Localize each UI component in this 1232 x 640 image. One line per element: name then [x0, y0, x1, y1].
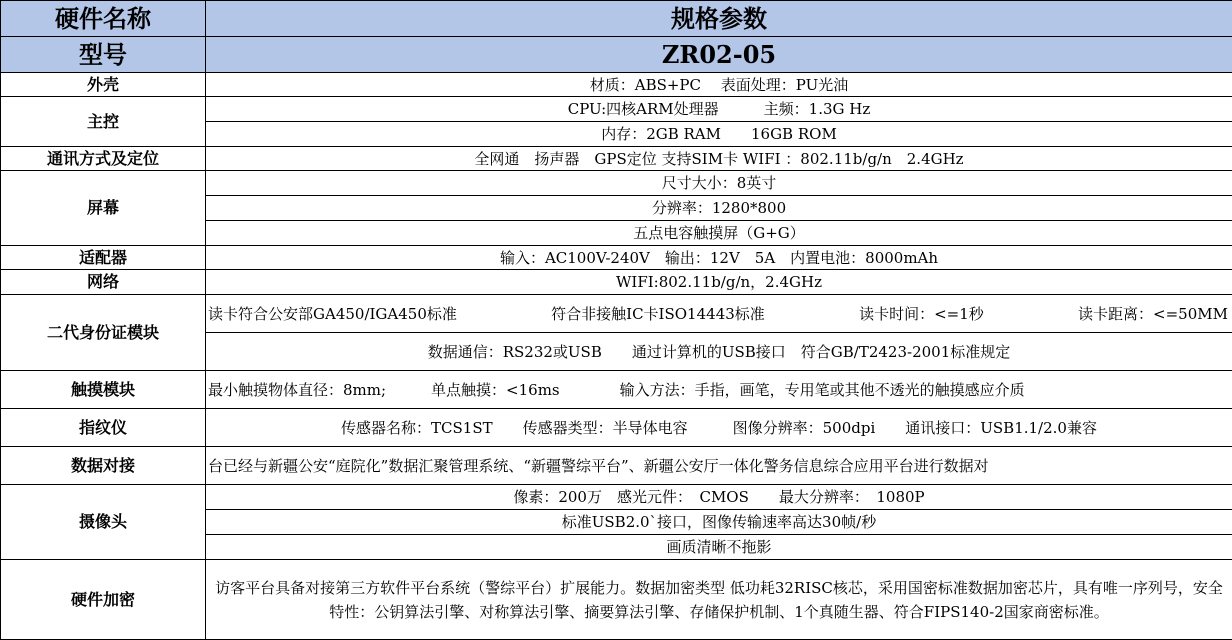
dataconn-label: 数据对接	[1, 447, 206, 485]
camera-pixel-value: 像素：200万 感光元件： CMOS 最大分辨率： 1080P	[206, 485, 1232, 510]
finger-row	[1, 409, 1232, 447]
model-value: ZR02-05	[206, 37, 1232, 73]
idcard-standard-text: 读卡符合公安部GA450/IGA450标准	[208, 304, 457, 323]
screen-row-1	[1, 171, 1232, 196]
camera-usb-value: 标准USB2.0`接口，图像传输速率高达30帧/秒	[206, 510, 1232, 535]
touch-value: 最小触摸物体直径：8mm; 单点触摸：<16ms 输入方法：手指，画笔，专用笔或其他不透光的触摸感应介质	[206, 371, 1232, 409]
camera-quality-value: 画质清晰不拖影	[206, 535, 1232, 560]
touch-label: 触摸模块	[1, 371, 206, 409]
idcard-read-distance-text: 读卡距离：<=50MM	[1078, 304, 1228, 323]
idcard-row-1	[1, 295, 1232, 333]
network-value: WIFI:802.11b/g/n，2.4GHz	[206, 270, 1232, 295]
shell-row	[1, 73, 1232, 97]
model-label: 型号	[1, 37, 206, 73]
camera-row-1	[1, 485, 1232, 510]
dataconn-value: 台已经与新疆公安“庭院化”数据汇聚管理系统、“新疆警综平台”、新疆公安厅一体化警务信息综合应用平台进行数据对	[206, 447, 1232, 485]
network-label: 网络	[1, 270, 206, 295]
adapter-row	[1, 246, 1232, 270]
main-cpu-value: CPU:四核ARM处理器 主频：1.3G Hz	[206, 97, 1232, 122]
screen-resolution-value: 分辨率：1280*800	[206, 196, 1232, 221]
comm-value: 全网通 扬声器 GPS定位 支持SIM卡 WIFI ：802.11b/g/n 2.4GHz	[206, 147, 1232, 171]
header-spec-params: 规格参数	[206, 1, 1232, 37]
screen-touch-value: 五点电容触摸屏（G+G）	[206, 221, 1232, 246]
shell-label: 外壳	[1, 73, 206, 97]
dataconn-row	[1, 447, 1232, 485]
main-row-1	[1, 97, 1232, 122]
camera-label: 摄像头	[1, 485, 206, 560]
screen-size-value: 尺寸大小：8英寸	[206, 171, 1232, 196]
idcard-contactless-text: 符合非接触IC卡ISO14443标准	[551, 304, 765, 323]
finger-value: 传感器名称：TCS1ST 传感器类型：半导体电容 图像分辨率：500dpi 通讯接口：USB1.1/2.0兼容	[206, 409, 1232, 447]
shell-value: 材质：ABS+PC 表面处理：PU光油	[206, 73, 1232, 97]
idcard-reader-value	[206, 295, 1232, 333]
screen-label: 屏幕	[1, 171, 206, 246]
finger-label: 指纹仪	[1, 409, 206, 447]
adapter-value: 输入：AC100V-240V 输出：12V 5A 内置电池：8000mAh	[206, 246, 1232, 270]
idcard-label: 二代身份证模块	[1, 295, 206, 371]
comm-row	[1, 147, 1232, 171]
adapter-label: 适配器	[1, 246, 206, 270]
crypto-row	[1, 560, 1232, 640]
main-label: 主控	[1, 97, 206, 147]
model-row	[1, 37, 1232, 73]
idcard-read-time-text: 读卡时间：<=1秒	[859, 304, 984, 323]
touch-row	[1, 371, 1232, 409]
crypto-value: 访客平台具备对接第三方软件平台系统（警综平台）扩展能力。数据加密类型 低功耗32RISC核芯，采用国密标准数据加密芯片，具有唯一序列号，安全特性：公钥算法引擎、对称算法引擎、摘要算法引擎、存储保护机制、1个真随生器、符合FIPS140-2国家商密标准。	[206, 560, 1232, 640]
crypto-label: 硬件加密	[1, 560, 206, 640]
header-row	[1, 1, 1232, 37]
network-row	[1, 270, 1232, 295]
comm-label: 通讯方式及定位	[1, 147, 206, 171]
header-hardware-name: 硬件名称	[1, 1, 206, 37]
idcard-comm-value: 数据通信：RS232或USB 通过计算机的USB接口 符合GB/T2423-2001标准规定	[206, 333, 1232, 371]
main-memory-value: 内存：2GB RAM 16GB ROM	[206, 122, 1232, 147]
